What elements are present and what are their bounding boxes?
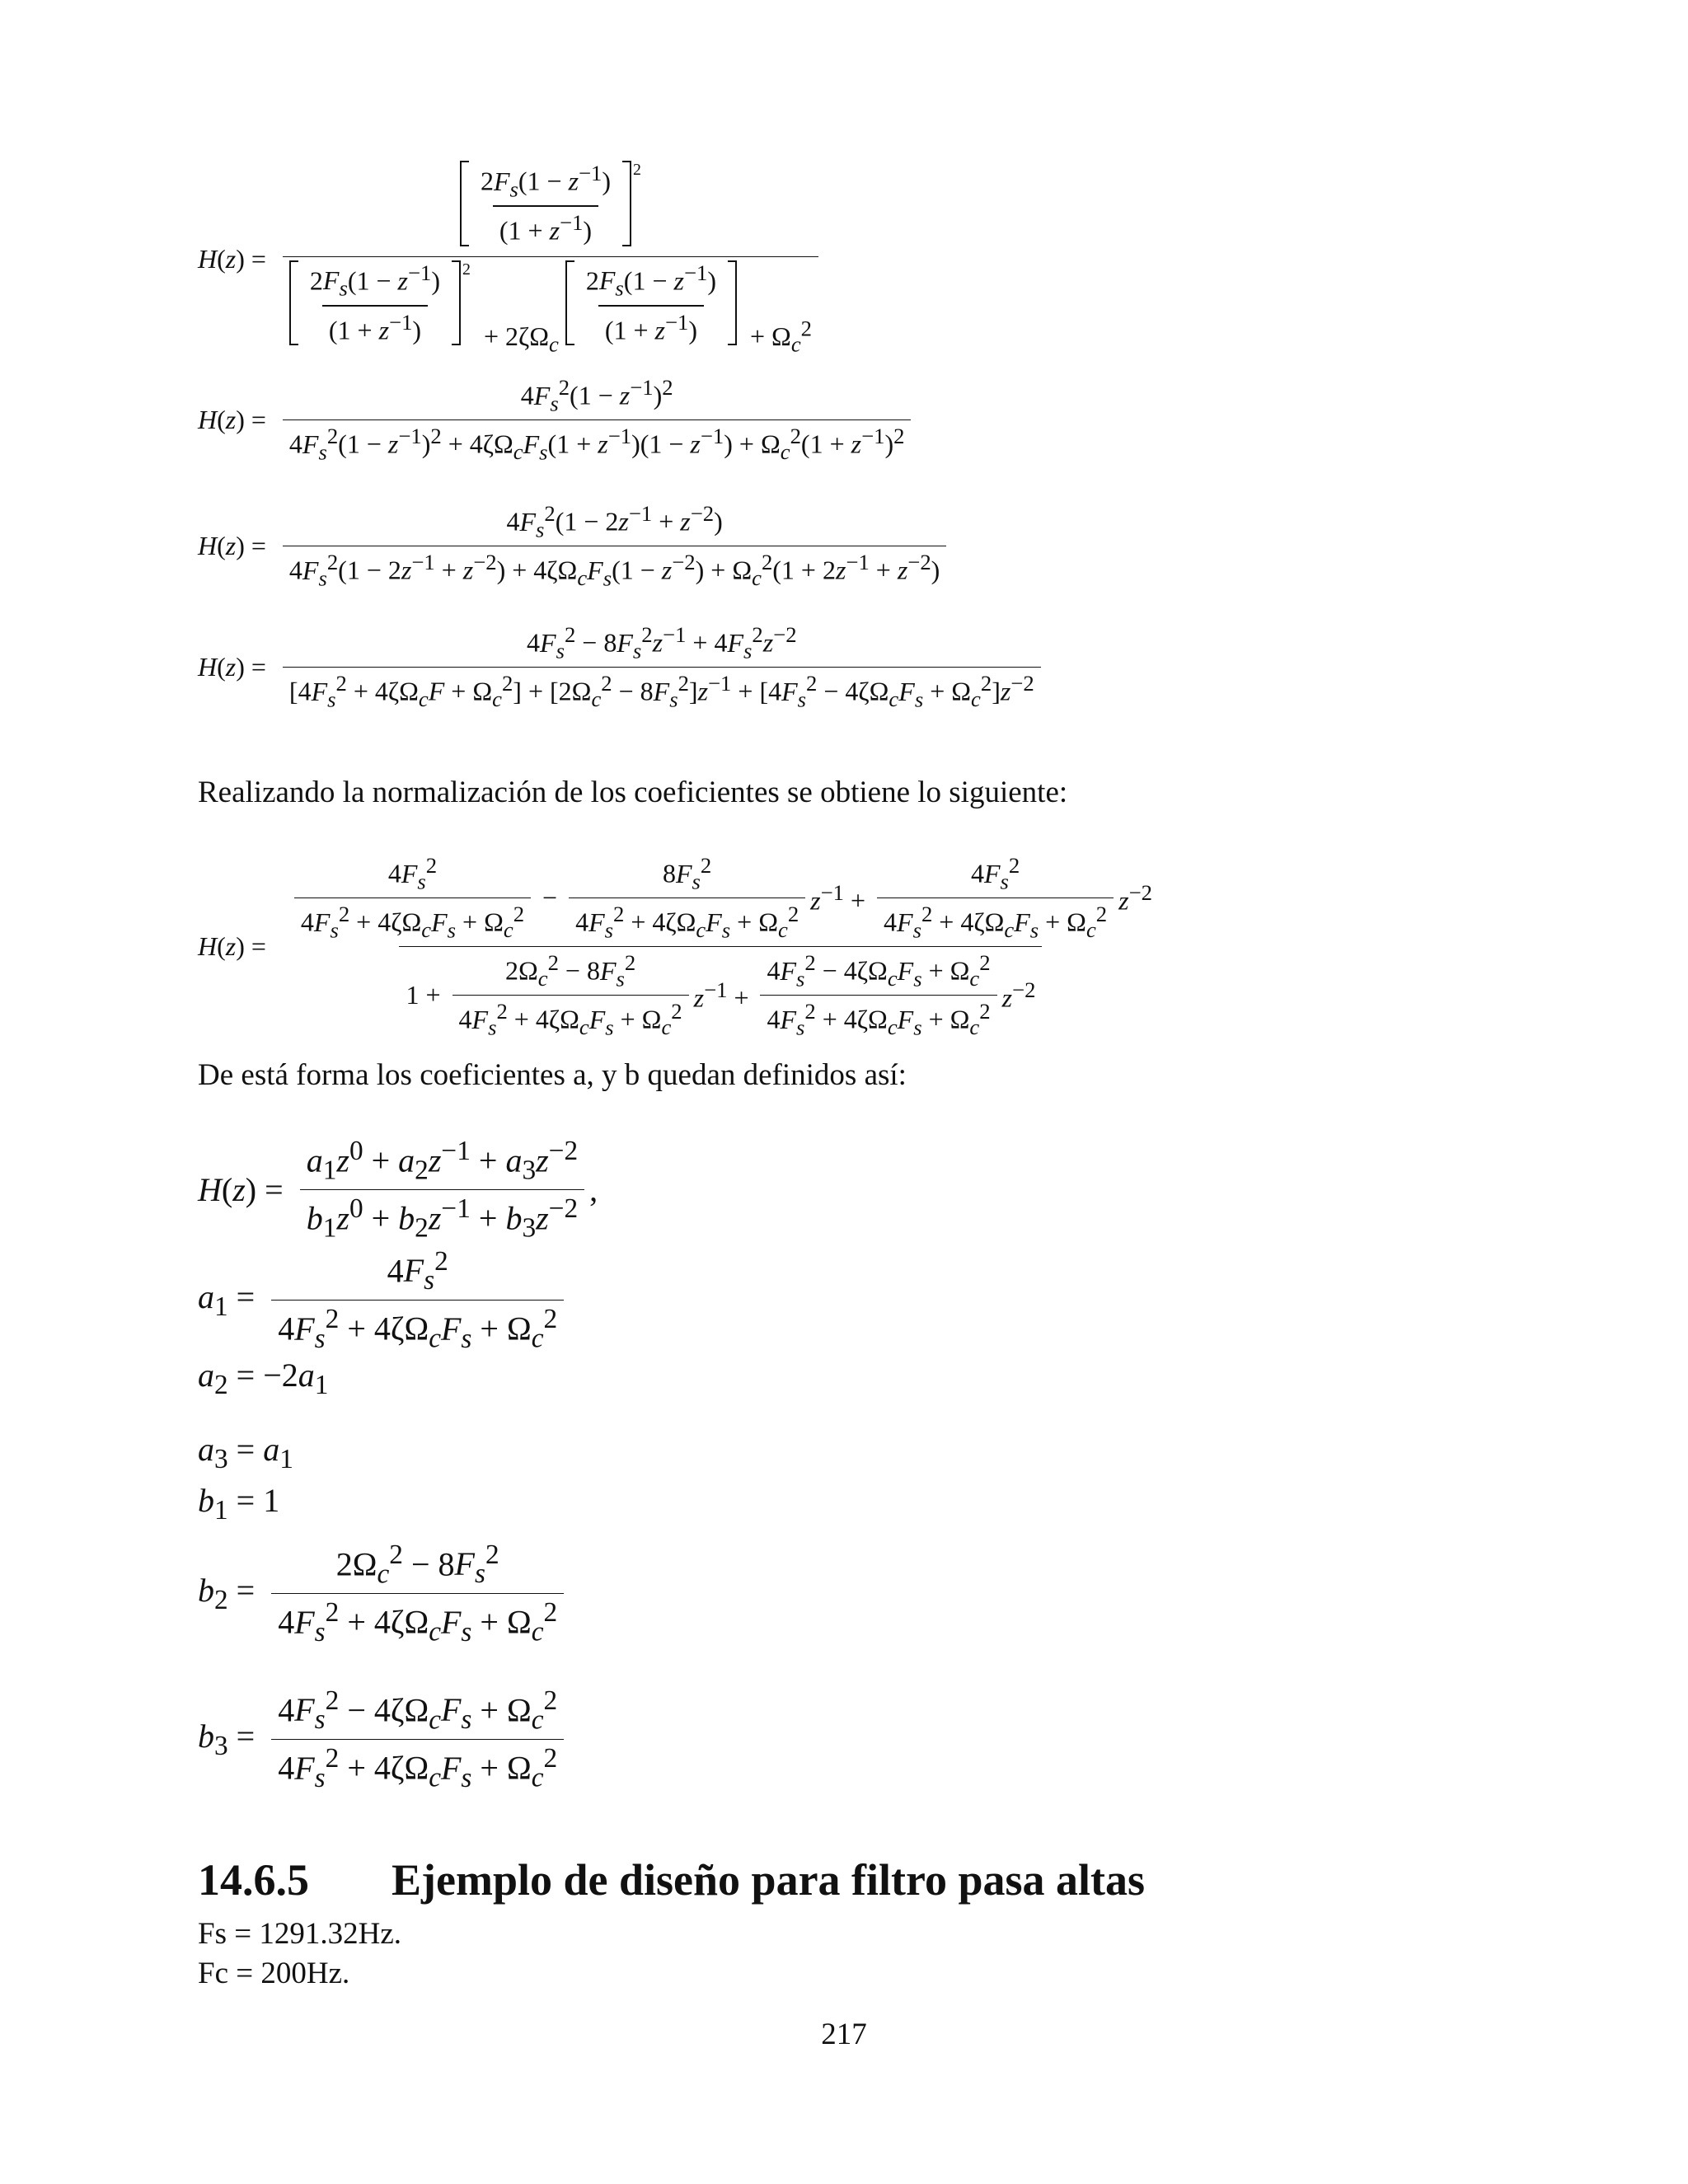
paragraph-coefficients: De está forma los coeficientes a, y b quedan definidos así:	[198, 1058, 907, 1092]
coefficient-b1: $b_1 = 1$	[198, 1482, 280, 1526]
coefficient-b2: $b_2$ = $\frac{2\Omega_c^2 - 8F_s^2}{4F_s^2 + 4\zeta\Omega_cF_s + \Omega_c^2}$	[198, 1540, 569, 1648]
coefficient-a3: $a_3 = a_1$	[198, 1431, 293, 1474]
equation-6-transfer: H(z) = $\frac{a_1z^0 + a_2z^{-1} + a_3z^{-2}}{b_1z^0 + b_2z^{-1} + b_3z^{-2}}$ ,	[198, 1136, 598, 1244]
section-number: 14.6.5	[198, 1855, 309, 1905]
section-heading	[198, 1854, 1145, 1905]
equation-2: H(z) = $\frac{4F_s^2(1 - z^{-1})^2}{4F_s^2(1 - z^{-1})^2 + 4\zeta\Omega_cF_s(1 + z^{-1})(1 - z^{-1}) + \Omega_c^2(1 + z^{-1})^2}$	[198, 375, 916, 465]
equation-3: H(z) = $\frac{4F_s^2(1 - 2z^{-1} + z^{-2})}{4F_s^2(1 - 2z^{-1} + z^{-2}) + 4\zeta\Omega_cF_s(1 - z^{-2}) + \Omega_c^2(1 + 2z^{-1} + z^{-2})}$	[198, 501, 951, 591]
paragraph-normalization: Realizando la normalización de los coeficientes se obtiene lo siguiente:	[198, 776, 1068, 809]
coefficient-a1: $a_1$ = $\frac{4F_s^2}{4F_s^2 + 4\zeta\Omega_cF_s + \Omega_c^2}$	[198, 1246, 569, 1355]
coefficient-b3: $b_3$ = $\frac{4F_s^2 - 4\zeta\Omega_cF_s + \Omega_c^2}{4F_s^2 + 4\zeta\Omega_cF_s + \Omega_c^2}$	[198, 1685, 569, 1794]
equation-1: H(z) = $\frac{2F_s(1 - z^{-1})}{(1 + z^{-1})}$ 2 $\frac{2F_s(1 - z^{-1})}{(1 + z^{-1})}$ 2 + $2\zeta\Omega_c$ $\frac{2F_s(1 - z^{-1})}{(1 + z^{-1})}$ + $\Omega_c^2$	[198, 161, 823, 358]
equation-5-normalized: H(z) = $\frac{4F_s^2}{4F_s^2 + 4\zeta\Omega_cF_s + \Omega_c^2}$ − $\frac{8F_s^2}{4F_s^2 + 4\zeta\Omega_cF_s + \Omega_c^2}$ $z^{-1}$ + $\frac{4F_s^2}{4F_s^2 + 4\zeta\Omega_cF_s + \Omega_c^2}$ $z^{-2}$ 1 + $\frac{2\Omega_c^2 - 8F_s^2}{4F_s^2 + 4\zeta\Omega_cF_s + \Omega_c^2}$ $z^{-1}$ + $\frac{4F_s^2 - 4\zeta\Omega_cF_s + \Omega_c^2}{4F_s^2 + 4\zeta\Omega_cF_s + \Omega_c^2}$ $z^{-2}$	[198, 853, 1152, 1040]
equation-4: H(z) = $4F_s^2 - 8F_s^2z^{-1} + 4F_s^2z^{-2}$ $[4F_s^2 + 4\zeta\Omega_cF + \Omega_c^2] + [2\Omega_c^2 - 8F_s^2]z^{-1} + [4F_s^2 - 4\zeta\Omega_cF_s + \Omega_c^2]z^{-2}$	[198, 622, 1046, 712]
page-number: 217	[821, 2018, 867, 2051]
fs-line: Fs = 1291.32Hz.	[198, 1917, 401, 1951]
coefficient-a2: $a_2 = -2a_1$	[198, 1357, 329, 1400]
fc-line: Fc = 200Hz.	[198, 1957, 350, 1990]
section-title: Ejemplo de diseño para filtro pasa altas	[392, 1855, 1146, 1905]
